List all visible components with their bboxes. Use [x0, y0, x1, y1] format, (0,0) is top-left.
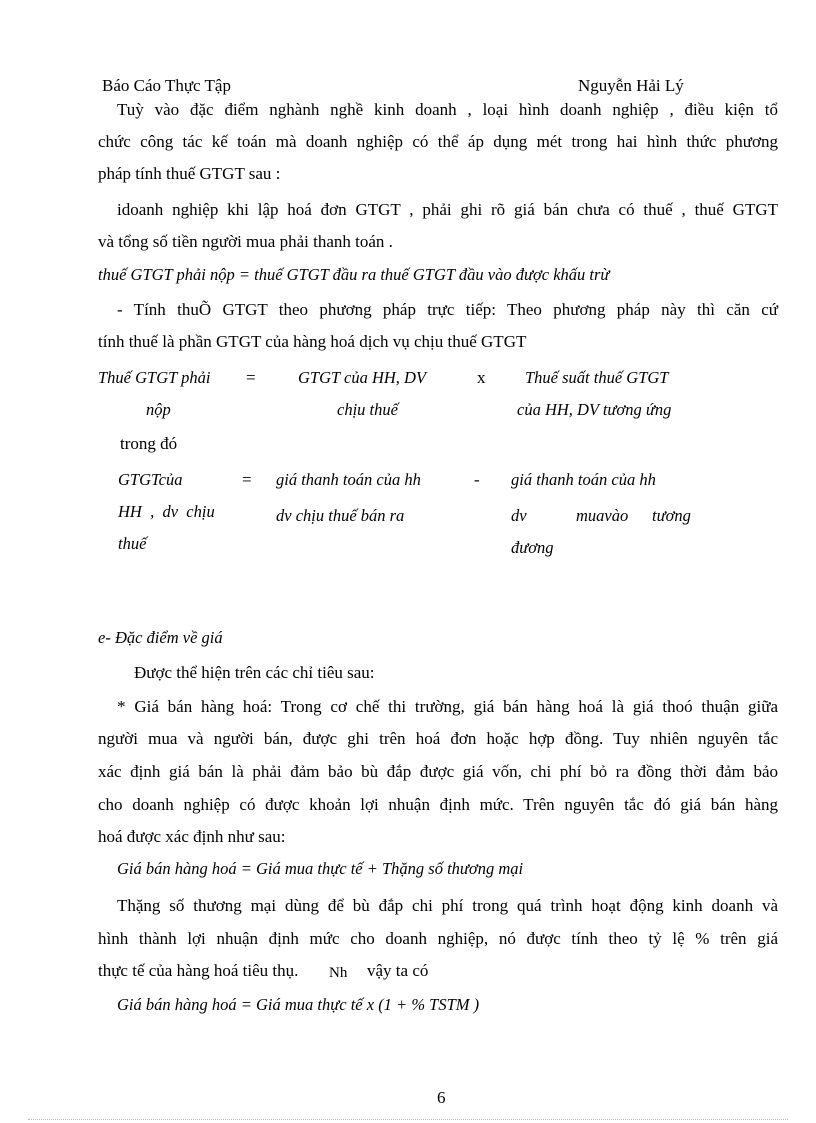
- intro-line-3: pháp tính thuế GTGT sau :: [98, 164, 281, 183]
- formula2-lhs-line-2: HH , dv chịu: [118, 502, 215, 521]
- markup-paragraph-line-2: hình thành lợi nhuận định mức cho doanh nghiệp, nó được tính theo tỷ lệ % trên giá: [98, 929, 778, 948]
- section-e-title: e- Đặc điểm về giá: [98, 628, 223, 647]
- price-paragraph-line-2: người mua và người bán, được ghi trên hoá đơn hoặc hợp đồng. Tuy nhiên nguyên tắc: [98, 729, 778, 748]
- header-left: Báo Cáo Thực Tập: [102, 76, 231, 95]
- formula2-equals: =: [242, 470, 252, 489]
- formula-deduction: thuế GTGT phải nộp = thuế GTGT đầu ra thuế GTGT đầu vào được khấu trừ: [98, 265, 610, 284]
- formula1-times: x: [477, 368, 486, 387]
- formula2-rhs-line-1: giá thanh toán của hh: [511, 470, 656, 489]
- formula-selling-price: Giá bán hàng hoá = Giá mua thực tế + Thặng số thương mại: [117, 859, 524, 878]
- formula1-mid-line-1: GTGT của HH, DV: [298, 368, 427, 387]
- markup-paragraph-line-3a: thực tế của hàng hoá tiêu thụ.: [98, 961, 299, 980]
- footer-divider: [28, 1119, 788, 1120]
- formula1-lhs-line-1: Thuế GTGT phải: [98, 368, 211, 387]
- formula1-equals: =: [246, 368, 256, 387]
- formula2-rhs-line-2b: muavào: [576, 506, 629, 525]
- where-label: trong đó: [120, 434, 178, 453]
- page-number: 6: [437, 1088, 446, 1107]
- formula1-mid-line-2: chịu thuế: [337, 400, 398, 419]
- direct-method-line-2: tính thuế là phần GTGT của hàng hoá dịch vụ chịu thuế GTGT: [98, 332, 527, 351]
- header-right: Nguyễn Hải Lý: [578, 76, 684, 95]
- price-paragraph-line-3: xác định giá bán là phải đảm bảo bù đắp được giá vốn, chi phí bỏ ra đồng thời đảm bảo: [98, 762, 778, 781]
- formula2-lhs-line-3: thuế: [118, 534, 147, 553]
- formula1-lhs-line-2: nộp: [146, 400, 171, 419]
- intro-line-1: Tuỳ vào đặc điểm nghành nghề kinh doanh , loại hình doanh nghiệp , điều kiện tổ: [117, 100, 778, 119]
- formula2-minus: -: [474, 470, 480, 489]
- formula2-rhs-line-2c: tương: [652, 506, 691, 525]
- direct-method-line-1: - Tính thuÕ GTGT theo phương pháp trực tiếp: Theo phương pháp này thì căn cứ: [117, 300, 778, 319]
- formula1-rhs-line-1: Thuế suất thuế GTGT: [525, 368, 669, 387]
- price-paragraph-line-5: hoá được xác định như sau:: [98, 827, 286, 846]
- section-e-subtitle: Được thể hiện trên các chỉ tiêu sau:: [134, 663, 375, 682]
- invoice-line-1: idoanh nghiệp khi lập hoá đơn GTGT , phải ghi rõ giá bán chưa có thuế , thuế GTGT: [117, 200, 778, 219]
- markup-paragraph-line-3c: vậy ta có: [367, 961, 429, 980]
- markup-paragraph-line-1: Thặng số thương mại dùng để bù đắp chi phí trong quá trình hoạt động kinh doanh và: [117, 896, 778, 915]
- price-paragraph-line-1: * Giá bán hàng hoá: Trong cơ chế thi trường, giá bán hàng hoá là giá thoó thuận giữa: [117, 697, 778, 716]
- markup-paragraph-line-3b: Nh: [329, 965, 348, 981]
- formula2-mid-line-2: dv chịu thuế bán ra: [276, 506, 405, 525]
- invoice-line-2: và tổng số tiền người mua phải thanh toán .: [98, 232, 393, 251]
- formula2-lhs-line-1: GTGTcủa: [118, 470, 183, 489]
- intro-line-2: chức công tác kế toán mà doanh nghiệp có thể áp dụng mét trong hai hình thức phương: [98, 132, 778, 151]
- price-paragraph-line-4: cho doanh nghiệp có được khoản lợi nhuận định mức. Trên nguyên tắc đó giá bán hàng: [98, 795, 778, 814]
- formula2-rhs-line-2a: dv: [511, 506, 527, 525]
- formula1-rhs-line-2: của HH, DV tương ứng: [517, 400, 672, 419]
- formula-selling-price-percent: Giá bán hàng hoá = Giá mua thực tế x (1 + % TSTM ): [117, 995, 480, 1014]
- formula2-mid-line-1: giá thanh toán của hh: [276, 470, 421, 489]
- formula2-rhs-line-3: đương: [511, 538, 554, 557]
